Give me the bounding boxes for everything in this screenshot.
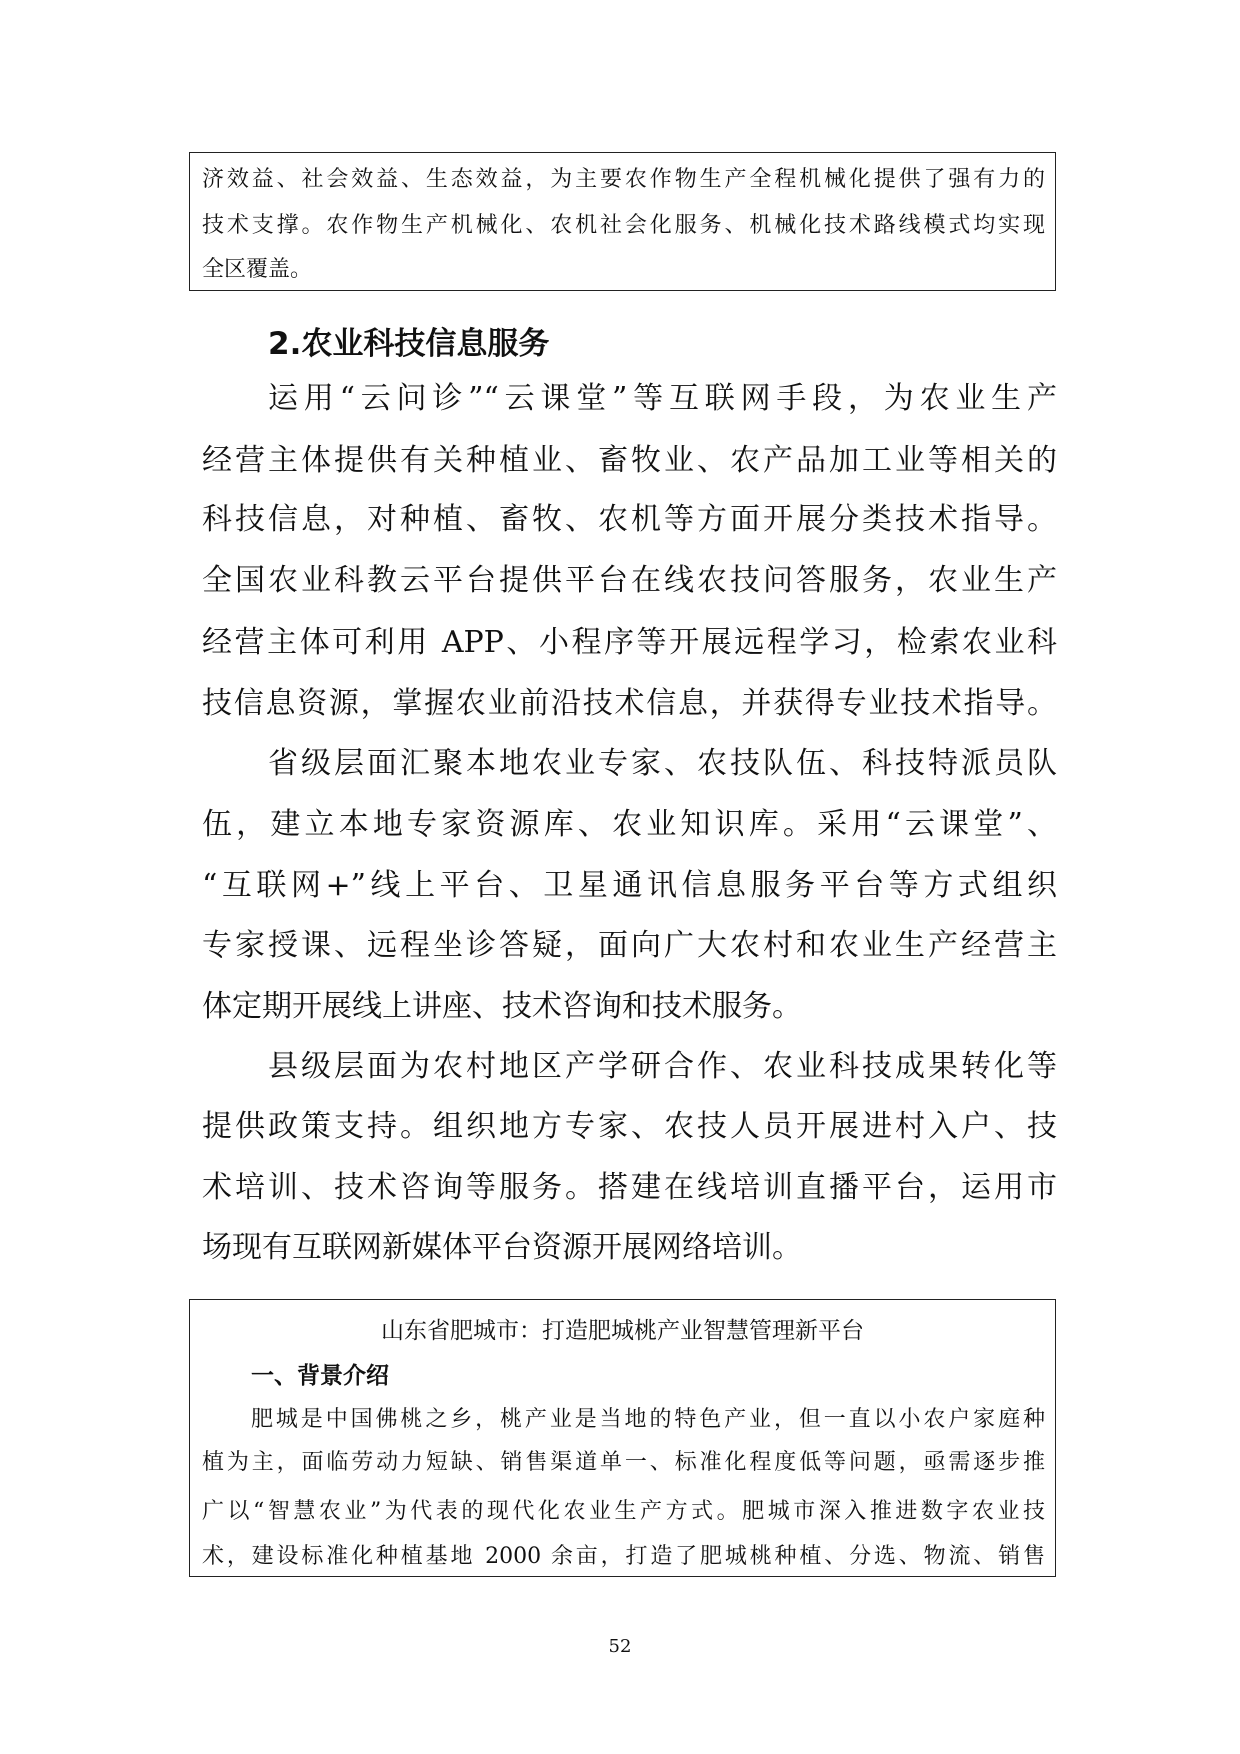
paragraph-line: 提供政策支持。组织地方专家、农技人员开展进村入户、技 (202, 1109, 1057, 1144)
case-line: 术，建设标准化种植基地 2000 余亩，打造了肥城桃种植、分选、物流、销售 (202, 1544, 1045, 1569)
paragraph-line: 省级层面汇聚本地农业专家、农技队伍、科技特派员队 (268, 746, 1057, 781)
paragraph-line: 体定期开展线上讲座、技术咨询和技术服务。 (202, 989, 802, 1024)
paragraph-line: 经营主体可利用 APP、小程序等开展远程学习，检索农业科 (202, 625, 1057, 660)
box-line: 济效益、社会效益、生态效益，为主要农作物生产全程机械化提供了强有力的 (202, 167, 1045, 192)
case-subheading: 一、背景介绍 (251, 1363, 389, 1389)
case-line: 肥城是中国佛桃之乡，桃产业是当地的特色产业，但一直以小农户家庭种 (251, 1407, 1045, 1432)
paragraph-line: 县级层面为农村地区产学研合作、农业科技成果转化等 (268, 1049, 1057, 1084)
case-line: 植为主，面临劳动力短缺、销售渠道单一、标准化程度低等问题，亟需逐步推 (202, 1450, 1045, 1475)
paragraph-line: 伍，建立本地专家资源库、农业知识库。采用“云课堂”、 (202, 807, 1057, 842)
paragraph-line: 场现有互联网新媒体平台资源开展网络培训。 (202, 1230, 802, 1265)
paragraph-line: 技信息资源，掌握农业前沿技术信息，并获得专业技术指导。 (202, 686, 1057, 721)
page-number: 52 (608, 1636, 632, 1657)
box-line: 全区覆盖。 (202, 257, 313, 282)
paragraph-line: 经营主体提供有关种植业、畜牧业、农产品加工业等相关的 (202, 443, 1057, 478)
paragraph-line: 专家授课、远程坐诊答疑，面向广大农村和农业生产经营主 (202, 928, 1057, 963)
paragraph-line: “互联网+”线上平台、卫星通讯信息服务平台等方式组织 (202, 868, 1057, 903)
box-line: 技术支撑。农作物生产机械化、农机社会化服务、机械化技术路线模式均实现 (202, 213, 1045, 238)
paragraph-line: 科技信息，对种植、畜牧、农机等方面开展分类技术指导。 (202, 502, 1057, 537)
section-heading: 2.农业科技信息服务 (268, 326, 550, 362)
paragraph-line: 运用“云问诊”“云课堂”等互联网手段，为农业生产 (268, 381, 1057, 416)
paragraph-line: 术培训、技术咨询等服务。搭建在线培训直播平台，运用市 (202, 1170, 1057, 1205)
case-line: 广以“智慧农业”为代表的现代化农业生产方式。肥城市深入推进数字农业技 (202, 1499, 1045, 1524)
paragraph-line: 全国农业科教云平台提供平台在线农技问答服务，农业生产 (202, 563, 1057, 598)
case-title: 山东省肥城市：打造肥城桃产业智慧管理新平台 (381, 1318, 864, 1344)
